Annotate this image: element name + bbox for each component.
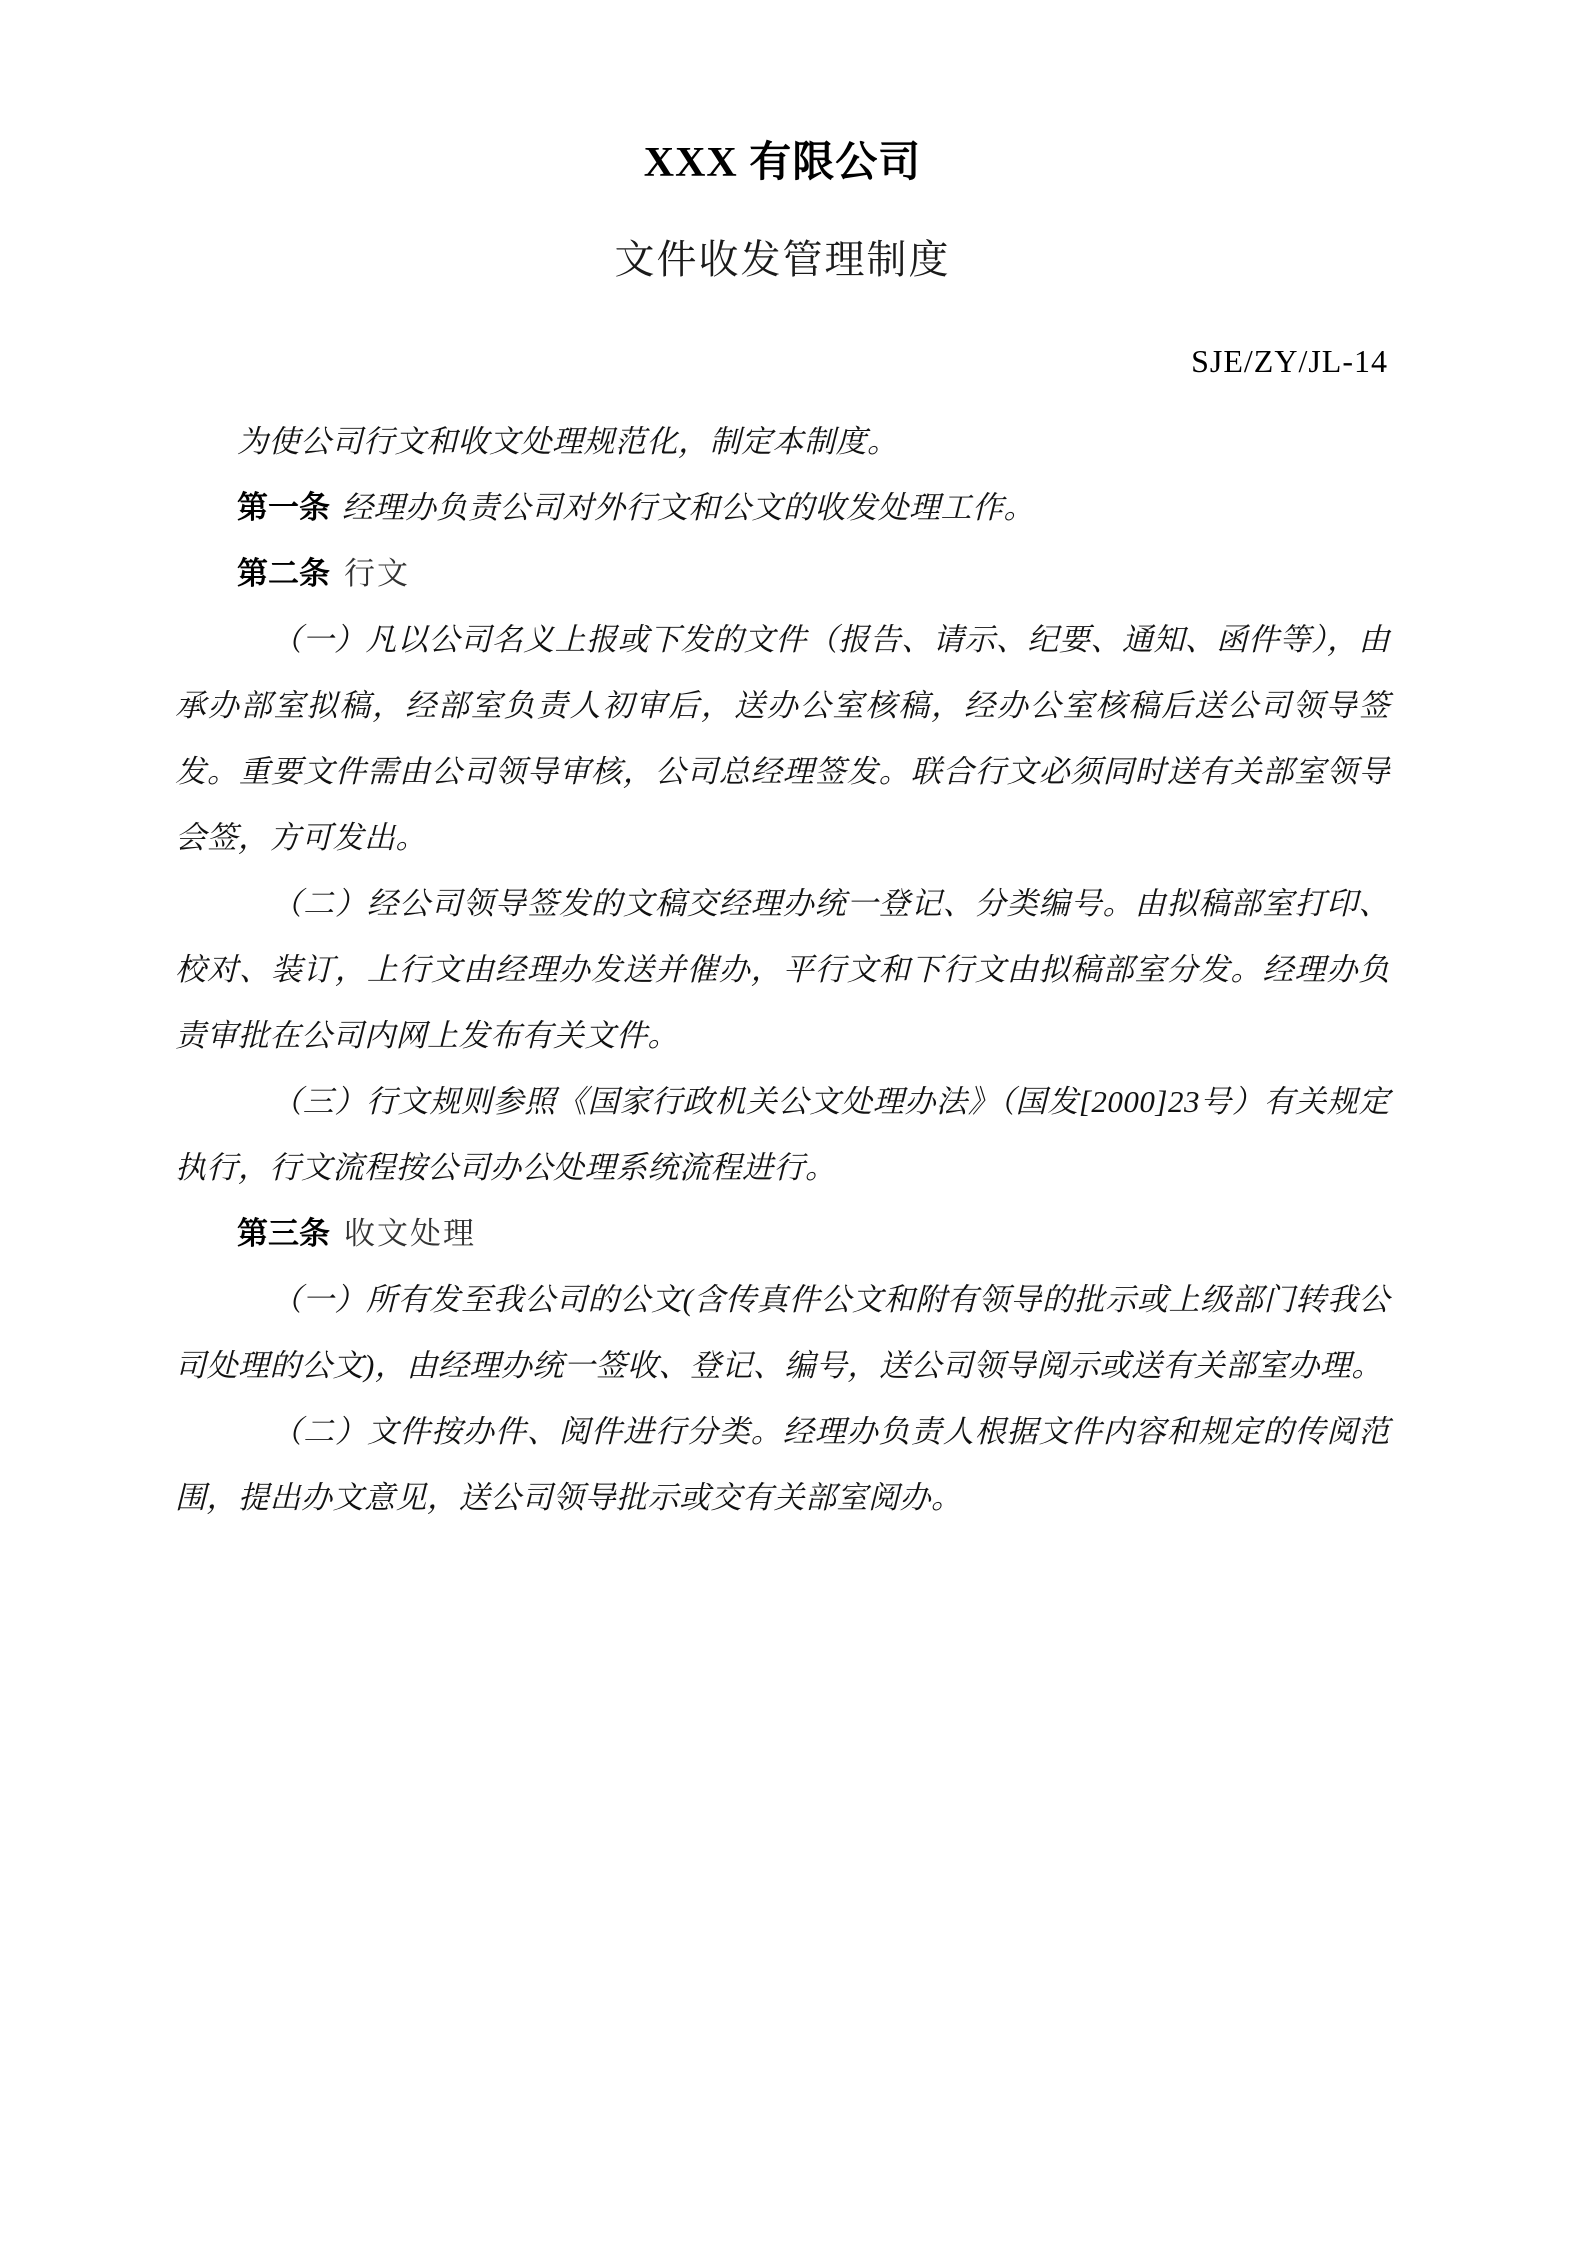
clause-2-item-3: （三）行文规则参照《国家行政机关公文处理办法》（国发[2000]23号）有关规定执行，行文流程按公司办公处理系统流程进行。 [175, 1084, 1390, 1186]
clause-2-heading: 行文 [344, 556, 410, 593]
clause-2 [175, 541, 1390, 607]
clause-3-item-2: （二）文件按办件、阅件进行分类。经理办负责人根据文件内容和规定的传阅范围，提出办文意见，送公司领导批示或交有关部室阅办。 [175, 1414, 1390, 1516]
clause-3-number: 第三条 [237, 1216, 330, 1253]
clause-1-text: 经理办负责公司对外行文和公文的收发处理工作。 [342, 490, 1035, 526]
clause-1 [175, 475, 1390, 541]
preamble-paragraph: 为使公司行文和收文处理规范化，制定本制度。 [237, 424, 899, 460]
document-content [175, 379, 1390, 1531]
clause-3-heading: 收文处理 [344, 1216, 476, 1253]
clause-1-number: 第一条 [237, 490, 330, 527]
company-title: XXX 有限公司 [643, 140, 922, 186]
clause-2-item-1: （一）凡以公司名义上报或下发的文件（报告、请示、纪要、通知、函件等），由承办部室拟稿，经部室负责人初审后，送办公室核稿，经办公室核稿后送公司领导签发。重要文件需由公司领导审核，公司总经理签发。联合行文必须同时送有关部室领导会签，方可发出。 [175, 622, 1390, 856]
document-title: 文件收发管理制度 [614, 237, 951, 284]
document-code: SJE/ZY/JL-14 [1191, 343, 1388, 380]
clause-3 [175, 1201, 1390, 1267]
clause-3-item-1: （一）所有发至我公司的公文(含传真件公文和附有领导的批示或上级部门转我公司处理的公文)，由经理办统一签收、登记、编号，送公司领导阅示或送有关部室办理。 [175, 1282, 1390, 1384]
clause-2-item-2: （二）经公司领导签发的文稿交经理办统一登记、分类编号。由拟稿部室打印、校对、装订，上行文由经理办发送并催办，平行文和下行文由拟稿部室分发。经理办负责审批在公司内网上发布有关文件。 [175, 886, 1390, 1054]
clause-2-number: 第二条 [237, 556, 330, 593]
document-body [175, 0, 1390, 1531]
